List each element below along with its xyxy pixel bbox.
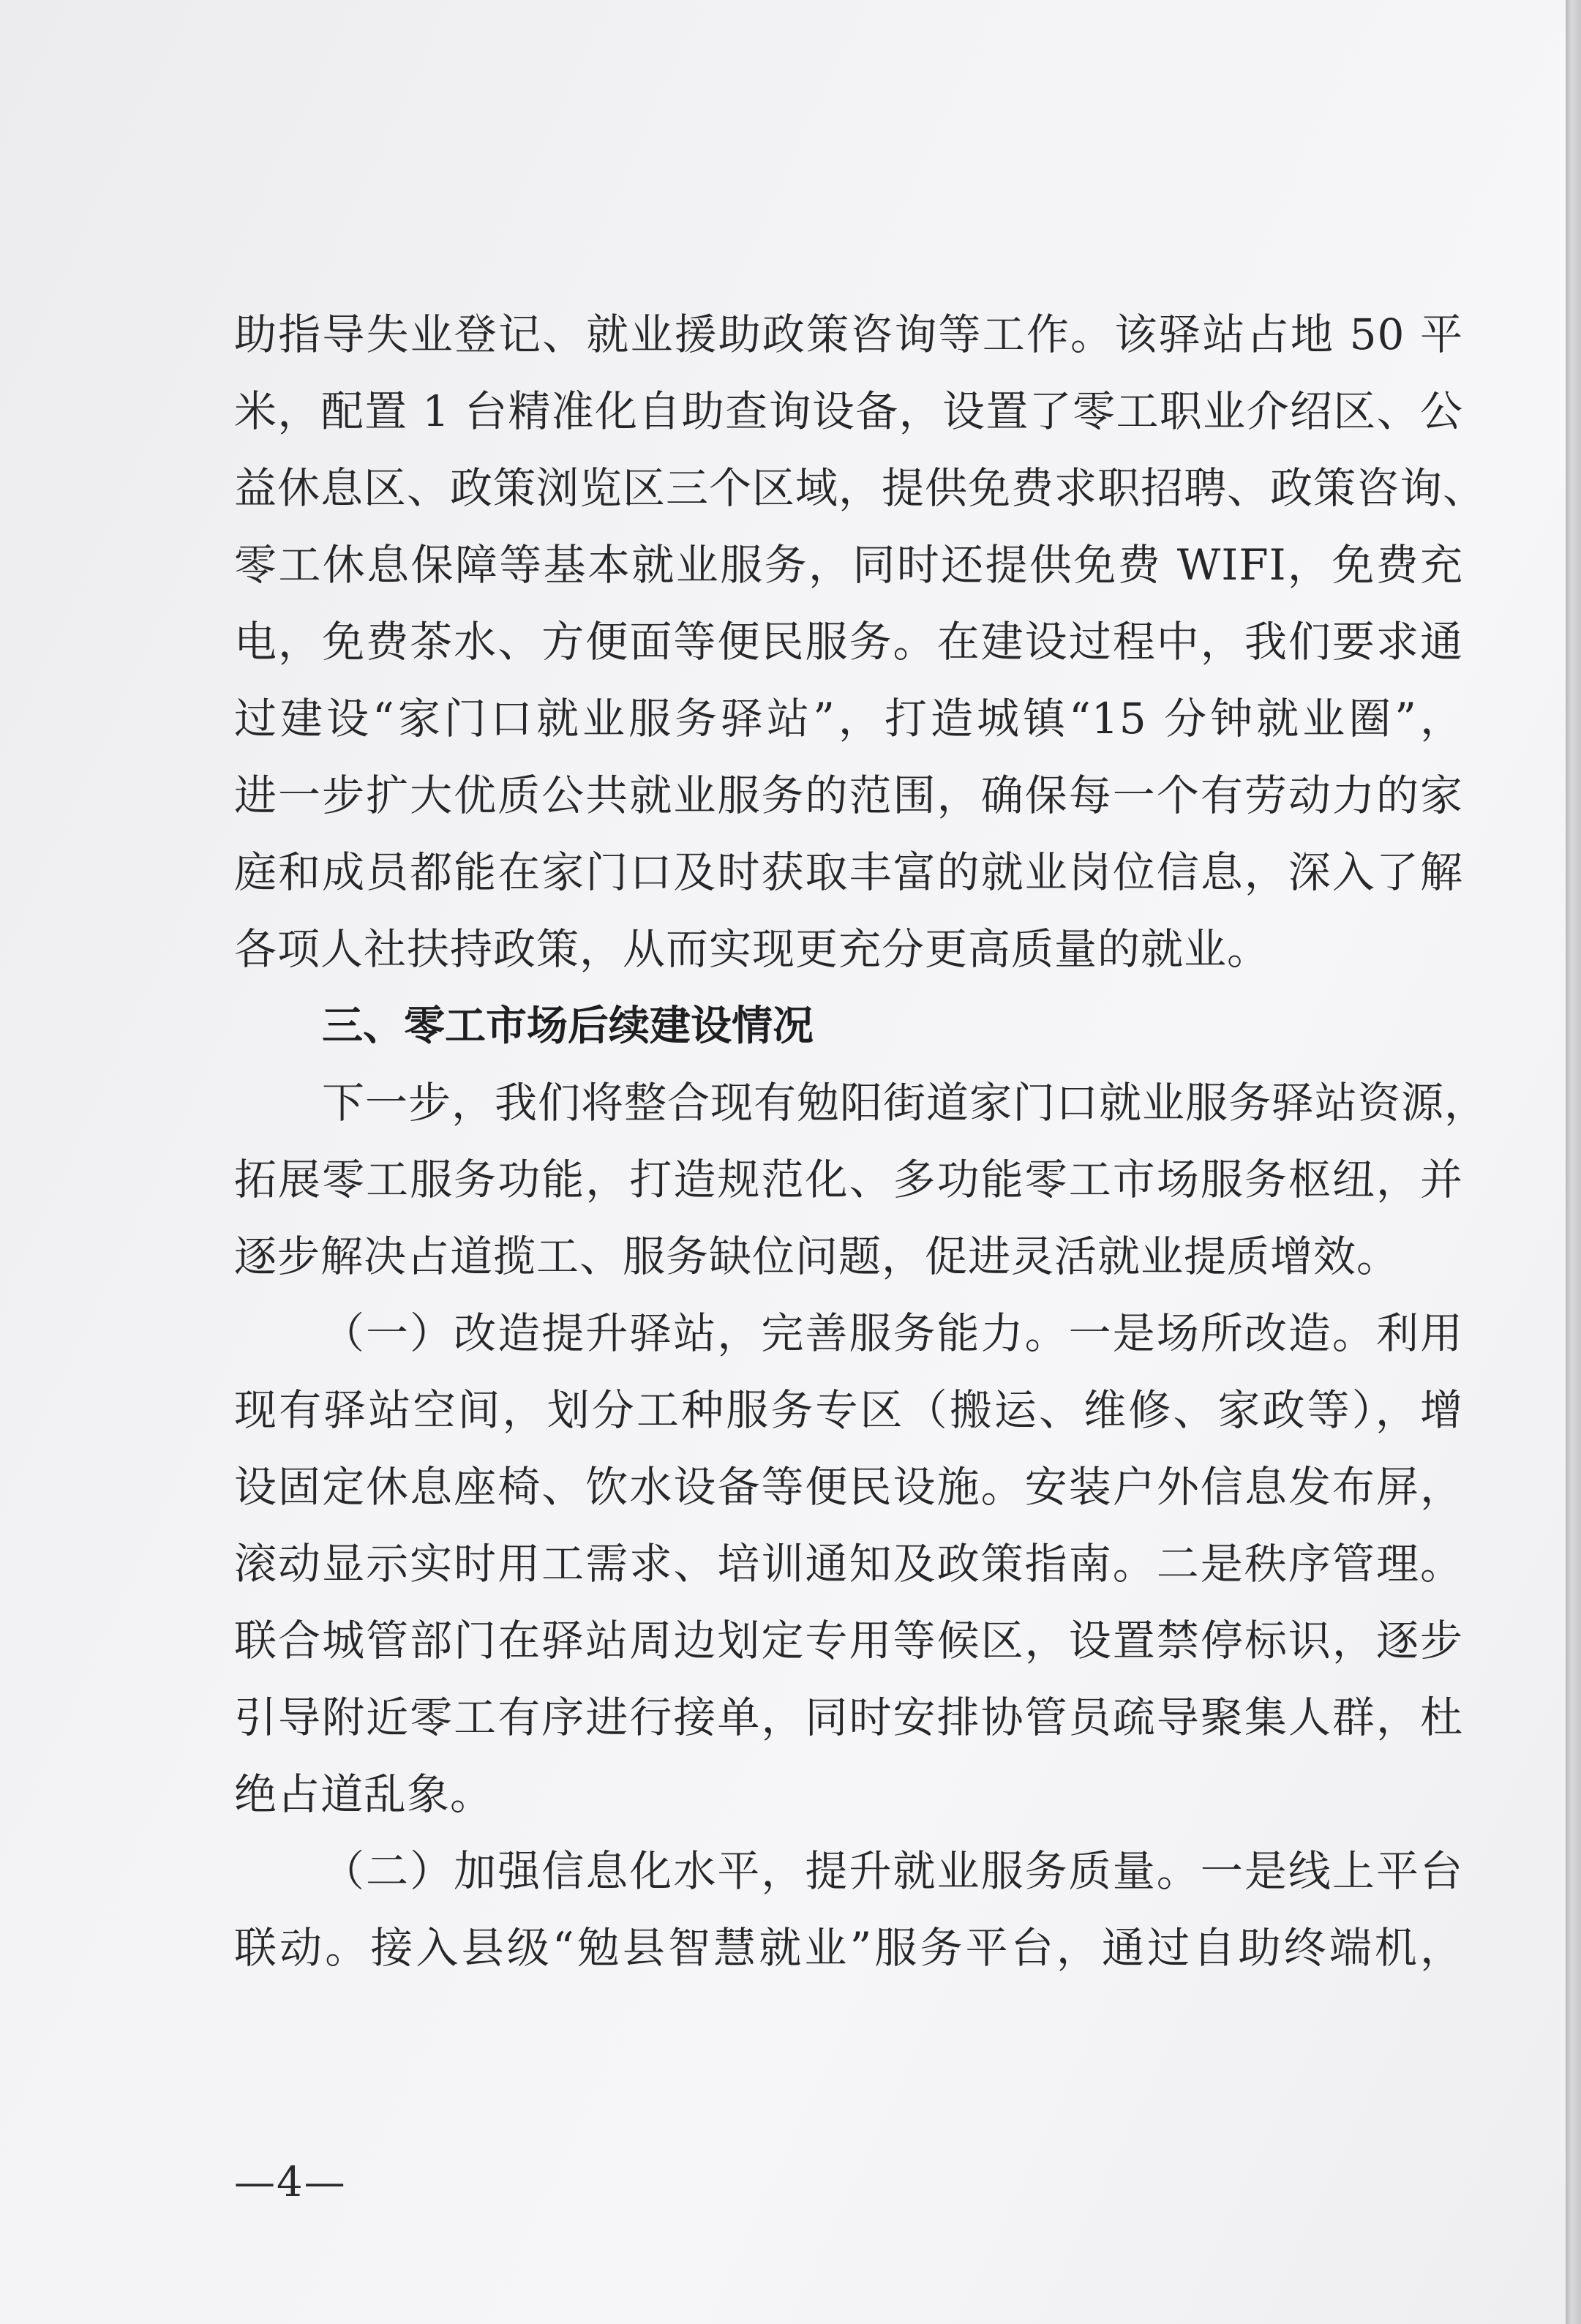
text-line: 下一步，我们将整合现有勉阳街道家门口就业服务驿站资源， (322, 1078, 1488, 1128)
text-line: 米，配置 1 台精准化自助查询设备，设置了零工职业介绍区、公 (234, 386, 1463, 436)
text-line: 庭和成员都能在家门口及时获取丰富的就业岗位信息，深入了解 (234, 847, 1463, 897)
text-line: 联动。接入县级“勉县智慧就业”服务平台，通过自助终端机， (234, 1923, 1463, 1973)
text-line: 零工休息保障等基本就业服务，同时还提供免费 WIFI，免费充 (234, 540, 1463, 590)
section-heading: 三、零工市场后续建设情况 (322, 1002, 814, 1050)
document-body (234, 296, 1488, 1987)
text-line: 设固定休息座椅、饮水设备等便民设施。安装户外信息发布屏， (234, 1462, 1463, 1512)
text-line: 现有驿站空间，划分工种服务专区（搬运、维修、家政等），增 (234, 1385, 1463, 1435)
text-line: （二）加强信息化水平，提升就业服务质量。一是线上平台 (322, 1846, 1463, 1896)
text-line: 引导附近零工有序进行接单，同时安排协管员疏导聚集人群，杜 (234, 1693, 1463, 1742)
text-line: 滚动显示实时用工需求、培训通知及政策指南。二是秩序管理。 (234, 1539, 1463, 1589)
text-line: 绝占道乱象。 (234, 1769, 494, 1819)
text-line: （一）改造提升驿站，完善服务能力。一是场所改造。利用 (322, 1308, 1463, 1358)
text-line: 逐步解决占道揽工、服务缺位问题，促进灵活就业提质增效。 (234, 1232, 1400, 1281)
text-line: 进一步扩大优质公共就业服务的范围，确保每一个有劳动力的家 (234, 771, 1463, 820)
text-line: 电，免费茶水、方便面等便民服务。在建设过程中，我们要求通 (234, 617, 1463, 667)
text-line: 益休息区、政策浏览区三个区域，提供免费求职招聘、政策咨询、 (234, 463, 1487, 513)
text-line: 拓展零工服务功能，打造规范化、多功能零工市场服务枢纽，并 (234, 1155, 1463, 1204)
text-line: 助指导失业登记、就业援助政策咨询等工作。该驿站占地 50 平 (234, 310, 1463, 359)
page-edge (1566, 0, 1581, 2324)
page-number: —4— (234, 2159, 347, 2206)
text-line: 过建设“家门口就业服务驿站”，打造城镇“15 分钟就业圈”， (234, 694, 1463, 743)
text-line: 各项人社扶持政策，从而实现更充分更高质量的就业。 (234, 924, 1271, 974)
text-line: 联合城管部门在驿站周边划定专用等候区，设置禁停标识，逐步 (234, 1616, 1463, 1665)
